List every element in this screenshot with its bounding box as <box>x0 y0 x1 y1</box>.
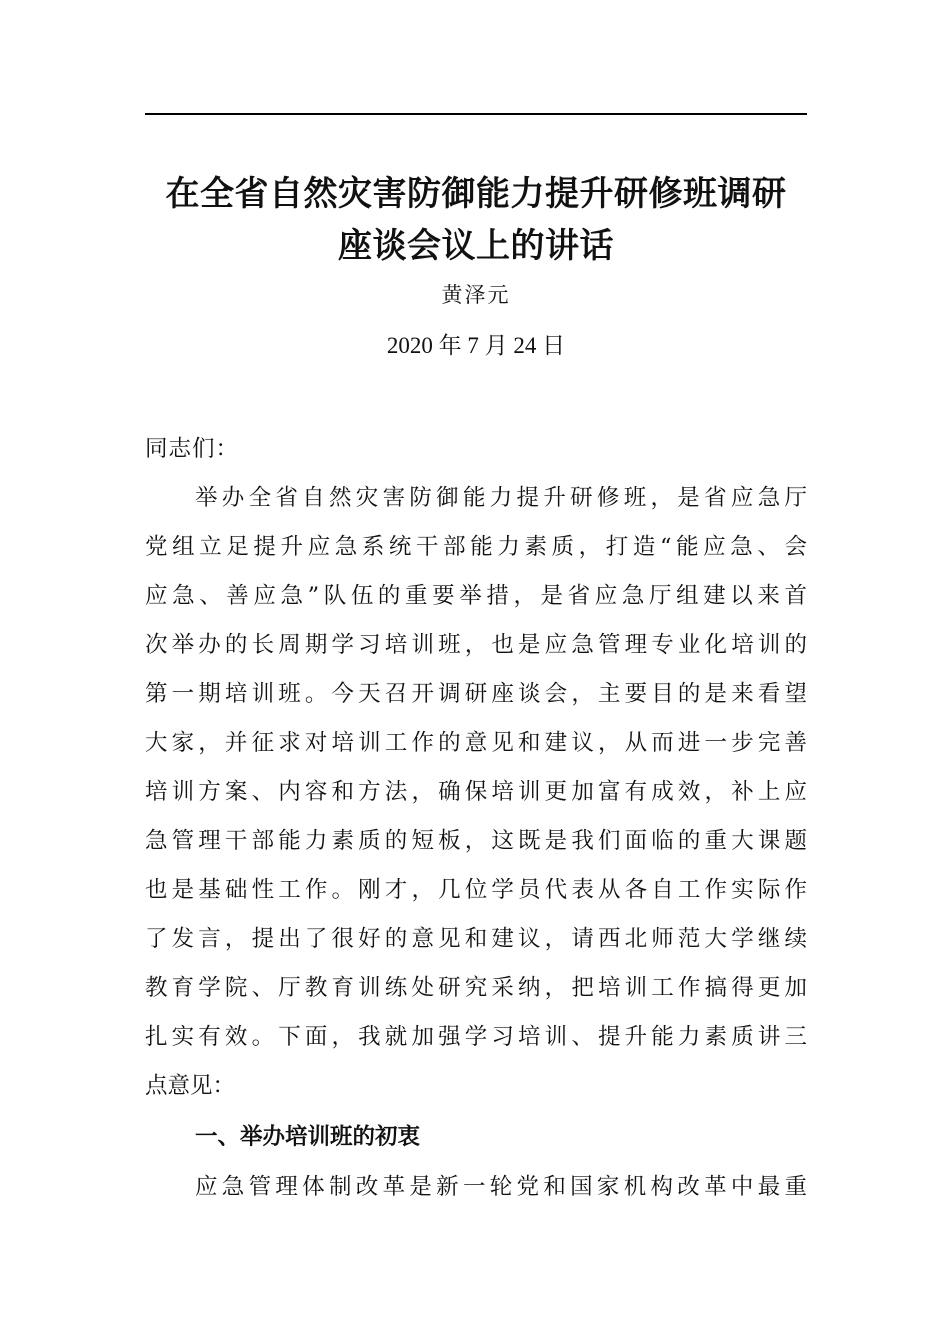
paragraph-2 <box>145 1163 807 1212</box>
author-name: 黄泽元 <box>441 283 511 307</box>
text-line: 党组立足提升应急系统干部能力素质，打造“能应急、会 <box>145 534 807 560</box>
text-line: 教育学院、厅教育训练处研究采纳，把培训工作搞得更加 <box>145 975 807 1001</box>
text-line: 点意见： <box>145 1073 236 1099</box>
title-line: 座谈会议上的讲话 <box>338 226 614 266</box>
text-line: 次举办的长周期学习培训班，也是应急管理专业化培训的 <box>145 632 807 658</box>
paragraph-1 <box>145 474 807 1111</box>
text-line: 急管理干部能力素质的短板，这既是我们面临的重大课题 <box>145 828 807 854</box>
text-line: 大家，并征求对培训工作的意见和建议，从而进一步完善 <box>145 730 807 756</box>
text-line: 应急管理体制改革是新一轮党和国家机构改革中最重 <box>195 1174 807 1200</box>
document-body <box>145 425 807 1212</box>
document-title <box>145 168 807 272</box>
title-line: 在全省自然灾害防御能力提升研修班调研 <box>165 174 787 214</box>
text-line: 应急、善应急”队伍的重要举措，是省应急厅组建以来首 <box>145 583 807 609</box>
text-line: 了发言，提出了很好的意见和建议，请西北师范大学继续 <box>145 926 807 952</box>
salutation: 同志们： <box>145 436 240 462</box>
text-line: 培训方案、内容和方法，确保培训更加富有成效，补上应 <box>145 779 807 805</box>
header-rule <box>145 113 807 115</box>
text-line: 也是基础性工作。刚才，几位学员代表从各自工作实际作 <box>145 877 807 903</box>
text-line: 第一期培训班。今天召开调研座谈会，主要目的是来看望 <box>145 681 807 707</box>
section-heading: 一、举办培训班的初衷 <box>195 1124 421 1150</box>
speech-date: 2020 年 7 月 24 日 <box>386 333 566 358</box>
text-line: 扎实有效。下面，我就加强学习培训、提升能力素质讲三 <box>145 1024 807 1050</box>
text-line: 举办全省自然灾害防御能力提升研修班，是省应急厅 <box>195 485 807 511</box>
